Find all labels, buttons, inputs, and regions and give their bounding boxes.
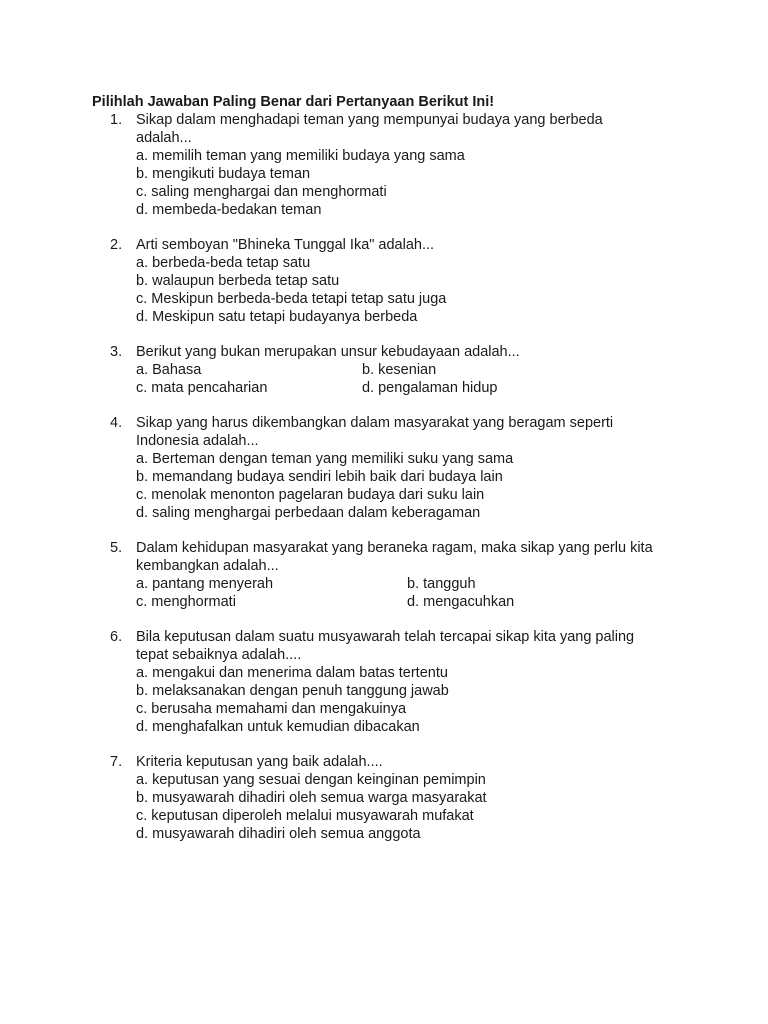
question-text-continued: kembangkan adalah... [136,558,279,574]
option-c: c. mata pencaharian [136,380,268,396]
question-text: Sikap yang harus dikembangkan dalam masyarakat yang beragam seperti [136,415,614,431]
question-number: 2. [110,237,123,253]
question-3 [110,343,710,397]
question-text: Dalam kehidupan masyarakat yang beraneka ragam, maka sikap yang perlu kita [136,540,653,556]
option-a: a. mengakui dan menerima dalam batas tertentu [136,665,448,681]
question-1 [110,111,710,219]
question-number: 5. [110,540,123,556]
option-d: d. membeda-bedakan teman [136,202,322,218]
option-b: b. mengikuti budaya teman [136,166,311,182]
question-number: 7. [110,754,123,770]
question-text: Berikut yang bukan merupakan unsur kebudayaan adalah... [136,344,520,360]
option-row [136,379,710,397]
option-row [136,575,710,593]
option-d: d. menghafalkan untuk kemudian dibacakan [136,719,420,735]
option-d: d. musyawarah dihadiri oleh semua anggota [136,826,421,842]
option-a: a. pantang menyerah [136,576,274,592]
option-d: d. pengalaman hidup [362,380,498,396]
option-d: d. mengacuhkan [407,594,515,610]
option-d: d. Meskipun satu tetapi budayanya berbeda [136,309,418,325]
question-text-continued: Indonesia adalah... [136,433,259,449]
question-2 [110,236,710,326]
option-c: c. Meskipun berbeda-beda tetapi tetap satu juga [136,291,447,307]
question-text: Bila keputusan dalam suatu musyawarah telah tercapai sikap kita yang paling [136,629,635,645]
question-text: Sikap dalam menghadapi teman yang mempunyai budaya yang berbeda [136,112,603,128]
option-c: c. berusaha memahami dan mengakuinya [136,701,407,717]
option-b: b. musyawarah dihadiri oleh semua warga masyarakat [136,790,487,806]
option-a: a. Berteman dengan teman yang memiliki suku yang sama [136,451,514,467]
option-c: c. menolak menonton pagelaran budaya dari suku lain [136,487,485,503]
option-b: b. kesenian [362,362,437,378]
option-a: a. Bahasa [136,362,202,378]
question-6 [110,628,710,736]
question-text-continued: tepat sebaiknya adalah.... [136,647,302,663]
question-5 [110,539,710,611]
question-text-continued: adalah... [136,130,192,146]
question-number: 1. [110,112,123,128]
question-number: 4. [110,415,123,431]
page-title: Pilihlah Jawaban Paling Benar dari Pertanyaan Berikut Ini! [92,94,495,110]
option-b: b. melaksanakan dengan penuh tanggung jawab [136,683,449,699]
option-c: c. menghormati [136,594,236,610]
question-number: 6. [110,629,123,645]
option-c: c. saling menghargai dan menghormati [136,184,387,200]
option-row [136,593,710,611]
option-b: b. memandang budaya sendiri lebih baik dari budaya lain [136,469,503,485]
option-d: d. saling menghargai perbedaan dalam keberagaman [136,505,481,521]
question-7 [110,753,710,843]
option-a: a. memilih teman yang memiliki budaya yang sama [136,148,465,164]
option-a: a. keputusan yang sesuai dengan keinginan pemimpin [136,772,486,788]
question-text: Kriteria keputusan yang baik adalah.... [136,754,383,770]
option-c: c. keputusan diperoleh melalui musyawarah mufakat [136,808,474,824]
question-4 [110,414,710,522]
option-b: b. tangguh [407,576,476,592]
option-b: b. walaupun berbeda tetap satu [136,273,340,289]
option-a: a. berbeda-beda tetap satu [136,255,311,271]
option-row [136,361,710,379]
question-number: 3. [110,344,123,360]
question-text: Arti semboyan "Bhineka Tunggal Ika" adalah... [136,237,435,253]
